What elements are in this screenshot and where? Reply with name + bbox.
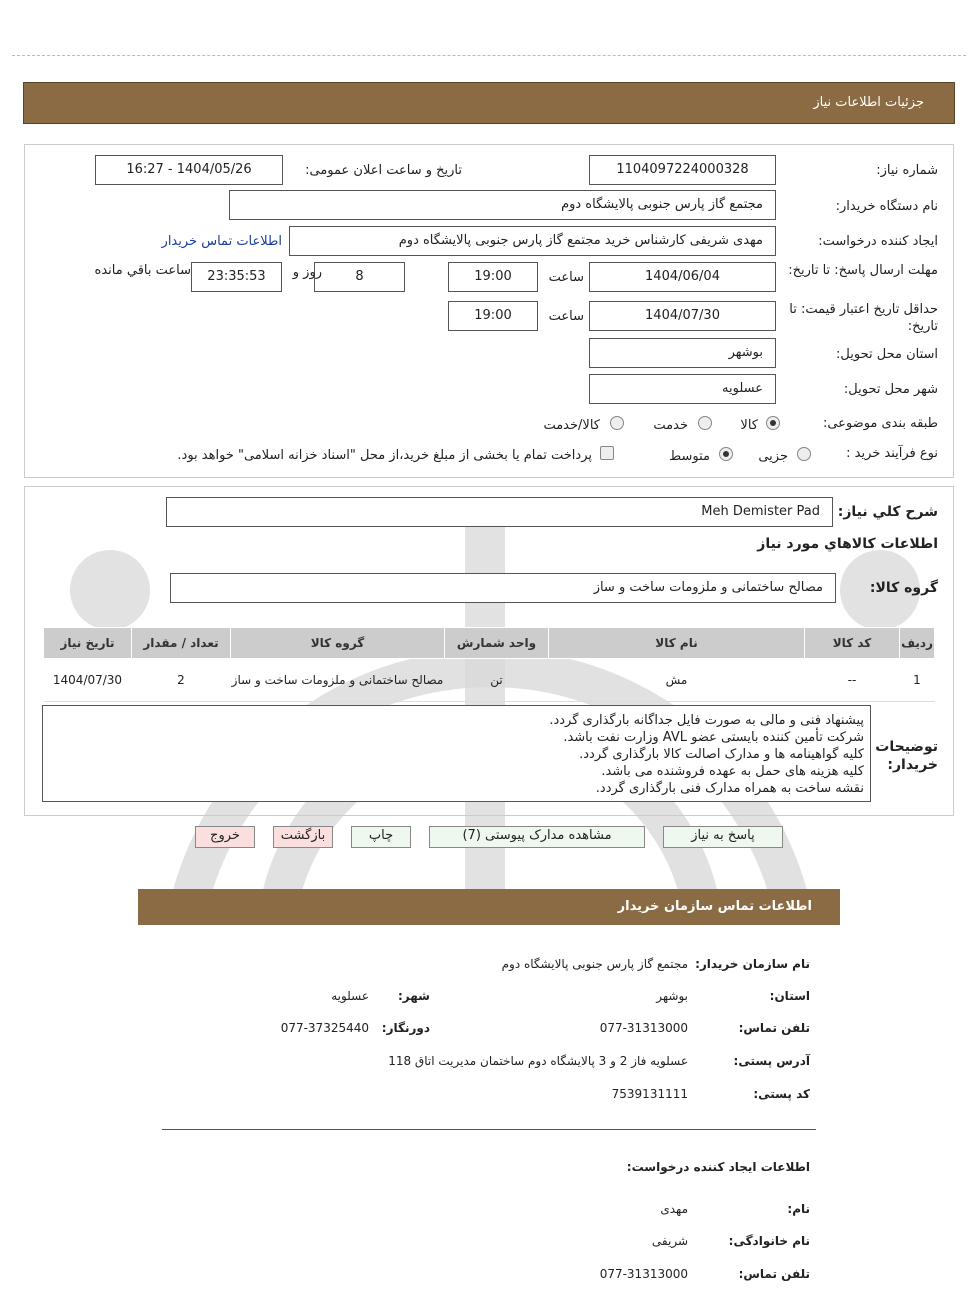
category-both-label: کالا/خدمت <box>543 418 600 433</box>
cell-unit: تن <box>445 659 549 702</box>
items-table-header <box>44 628 935 659</box>
contact-city-label: شهر: <box>398 989 430 1003</box>
col-quantity: تعداد / مقدار <box>132 628 231 659</box>
contact-address: عسلویه فاز 2 و 3 پالایشگاه دوم ساختمان مدیریت اتاق 118 <box>388 1054 688 1068</box>
note-line: پیشنهاد فنی و مالی به صورت فایل جداگانه بارگذاری گردد. <box>549 713 864 728</box>
category-goods-radio[interactable] <box>766 416 780 430</box>
creator-first-name: مهدی <box>660 1202 688 1216</box>
cell-quantity: 2 <box>132 659 231 702</box>
col-row: ردیف <box>900 628 935 659</box>
contact-phone-label: تلفن تماس: <box>738 1021 810 1035</box>
col-code: کد کالا <box>805 628 900 659</box>
note-line: نقشه ساخت به همراه مدارک فنی بارگذاری گردد. <box>595 781 864 796</box>
validity-time-label: ساعت <box>548 309 584 324</box>
col-date: تاریخ نیاز <box>44 628 132 659</box>
cell-date: 1404/07/30 <box>44 659 132 702</box>
city-label: شهر محل تحویل: <box>843 382 938 397</box>
items-table <box>43 627 935 702</box>
creator-last-name-label: نام خانوادگی: <box>728 1234 810 1248</box>
process-label: نوع فرآیند خرید : <box>846 446 938 461</box>
table-row <box>44 659 935 702</box>
notes-box <box>42 705 871 802</box>
province-field: بوشهر <box>589 338 776 368</box>
category-service-label: خدمت <box>653 418 688 433</box>
contact-fax: 077-37325440 <box>280 1021 369 1035</box>
page-title: جزئیات اطلاعات نیاز <box>813 95 924 110</box>
process-medium-radio[interactable] <box>719 447 733 461</box>
creator-heading: اطلاعات ایجاد کننده درخواست: <box>626 1160 810 1174</box>
contact-header-bar <box>138 889 840 925</box>
category-service-radio[interactable] <box>698 416 712 430</box>
creator-last-name: شریفی <box>651 1234 688 1248</box>
validity-time-field: 19:00 <box>448 301 538 331</box>
deadline-time-field: 19:00 <box>448 262 538 292</box>
city-field: عسلویه <box>589 374 776 404</box>
remaining-label: ساعت باقي مانده <box>94 263 191 278</box>
need-number-label: شماره نیاز: <box>876 163 938 178</box>
group-field: مصالح ساختمانی و ملزومات ساخت و ساز <box>170 573 836 603</box>
reply-button[interactable]: پاسخ به نیاز <box>663 826 783 848</box>
note-line: کلیه گواهینامه ها و مدارک اصالت کالا بارگذاری گردد. <box>579 747 864 762</box>
items-heading: اطلاعات کالاهاي مورد نياز <box>757 536 938 552</box>
process-minor-radio[interactable] <box>797 447 811 461</box>
need-number-field: 1104097224000328 <box>589 155 776 185</box>
contact-fax-label: دورنگار: <box>381 1021 430 1035</box>
print-button[interactable]: چاپ <box>351 826 411 848</box>
validity-date-field: 1404/07/30 <box>589 301 776 331</box>
back-button[interactable]: بازگشت <box>273 826 333 848</box>
summary-field: Meh Demister Pad <box>166 497 833 527</box>
creator-field: مهدی شریفی کارشناس خرید مجتمع گاز پارس جنوبی پالایشگاه دوم <box>289 226 776 256</box>
treasury-payment-checkbox[interactable] <box>600 446 614 460</box>
contact-divider <box>162 1129 816 1130</box>
announce-label: تاریخ و ساعت اعلان عمومی: <box>305 163 462 178</box>
top-divider <box>12 55 966 56</box>
contact-province: بوشهر <box>656 989 688 1003</box>
details-header-bar <box>23 82 955 124</box>
contact-postal: 7539131111 <box>611 1087 688 1101</box>
deadline-time-label: ساعت <box>548 270 584 285</box>
process-minor-label: جزیی <box>758 449 788 464</box>
contact-address-label: آدرس پستی: <box>733 1054 810 1068</box>
col-unit: واحد شمارش <box>445 628 549 659</box>
cell-code: -- <box>805 659 900 702</box>
remaining-time-field: 23:35:53 <box>191 262 282 292</box>
province-label: استان محل تحویل: <box>836 347 938 362</box>
category-goods-label: کالا <box>740 418 758 433</box>
creator-phone: 077-31313000 <box>599 1267 688 1281</box>
contact-city: عسلویه <box>331 989 369 1003</box>
cell-name: مش <box>549 659 805 702</box>
notes-label: توضیحات خریدار: <box>875 739 938 773</box>
treasury-payment-note: پرداخت تمام یا بخشی از مبلغ خرید،از محل "اسناد خزانه اسلامی" خواهد بود. <box>177 448 592 463</box>
process-medium-label: متوسط <box>669 449 710 464</box>
deadline-date-field: 1404/06/04 <box>589 262 776 292</box>
cell-row: 1 <box>900 659 935 702</box>
creator-phone-label: تلفن تماس: <box>738 1267 810 1281</box>
cell-group: مصالح ساختمانی و ملزومات ساخت و ساز <box>231 659 445 702</box>
note-line: شرکت تأمین کننده بایستی عضو AVL وزارت نفت باشد. <box>563 730 864 745</box>
contact-phone: 077-31313000 <box>599 1021 688 1035</box>
contact-org-label: نام سازمان خریدار: <box>695 957 810 971</box>
contact-province-label: استان: <box>769 989 810 1003</box>
days-field: 8 <box>314 262 405 292</box>
contact-title: اطلاعات تماس سازمان خریدار <box>617 899 812 914</box>
creator-first-name-label: نام: <box>787 1202 810 1216</box>
contact-org: مجتمع گاز پارس جنوبی پالایشگاه دوم <box>501 957 688 971</box>
exit-button[interactable]: خروج <box>195 826 255 848</box>
buyer-contact-link[interactable]: اطلاعات تماس خریدار <box>161 234 282 249</box>
category-both-radio[interactable] <box>610 416 624 430</box>
col-group: گروه کالا <box>231 628 445 659</box>
view-documents-button[interactable]: مشاهده مدارک پیوستی (7) <box>429 826 645 848</box>
validity-label: حداقل تاریخ اعتبار قیمت: تا تاریخ: <box>789 302 938 334</box>
deadline-label: مهلت ارسال پاسخ: تا تاریخ: <box>788 263 938 278</box>
contact-postal-label: کد پستی: <box>753 1087 810 1101</box>
creator-label: ایجاد کننده درخواست: <box>818 234 938 249</box>
col-name: نام کالا <box>549 628 805 659</box>
category-label: طبقه بندی موضوعی: <box>822 416 938 431</box>
note-line: کلیه هزینه های حمل به عهده فروشنده می باشد. <box>601 764 864 779</box>
days-label: روز و <box>292 265 322 280</box>
announce-field: 1404/05/26 - 16:27 <box>95 155 283 185</box>
group-label: گروه کالا: <box>869 580 938 596</box>
buyer-org-field: مجتمع گاز پارس جنوبی پالایشگاه دوم <box>229 190 776 220</box>
buyer-org-label: نام دستگاه خریدار: <box>835 199 938 214</box>
summary-label: شرح کلي نياز: <box>837 504 938 520</box>
